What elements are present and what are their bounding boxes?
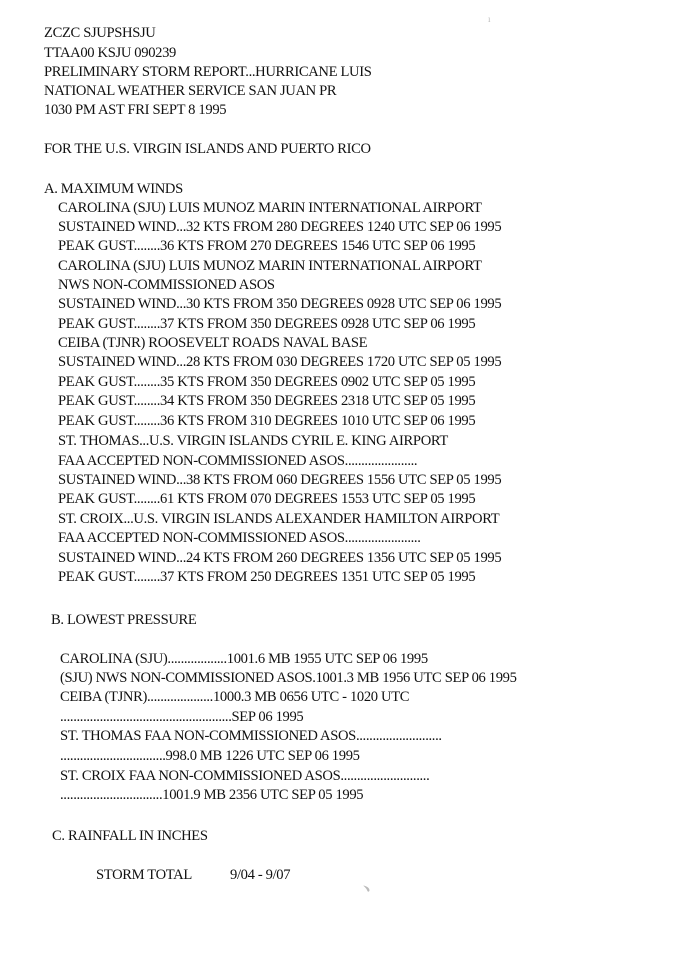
wind-line: PEAK GUST........37 KTS FROM 350 DEGREES 0928 UTC SEP 06 1995 [58, 316, 476, 332]
pressure-line: ...............................1001.9 MB 2356 UTC SEP 05 1995 [60, 787, 364, 803]
wind-line: CEIBA (TJNR) ROOSEVELT ROADS NAVAL BASE [58, 335, 368, 351]
scan-speck: ı [488, 14, 491, 24]
scan-speck: ﹅ [362, 884, 372, 894]
wind-line: SUSTAINED WIND...32 KTS FROM 280 DEGREES 1240 UTC SEP 06 1995 [58, 219, 502, 235]
pressure-line: (SJU) NWS NON-COMMISSIONED ASOS.1001.3 MB 1956 UTC SEP 06 1995 [60, 670, 517, 686]
wind-line: SUSTAINED WIND...24 KTS FROM 260 DEGREES 1356 UTC SEP 05 1995 [58, 550, 502, 566]
wind-line: FAA ACCEPTED NON-COMMISSIONED ASOS...................... [58, 453, 418, 469]
header-line-1: ZCZC SJUPSHSJU [44, 25, 156, 41]
wind-line: ST. THOMAS...U.S. VIRGIN ISLANDS CYRIL E. KING AIRPORT [58, 433, 448, 449]
storm-total-label: STORM TOTAL [96, 867, 192, 883]
wind-line: SUSTAINED WIND...38 KTS FROM 060 DEGREES 1556 UTC SEP 05 1995 [58, 472, 502, 488]
wind-line: SUSTAINED WIND...30 KTS FROM 350 DEGREES 0928 UTC SEP 06 1995 [58, 296, 502, 312]
wind-line: ST. CROIX...U.S. VIRGIN ISLANDS ALEXANDER HAMILTON AIRPORT [58, 511, 500, 527]
section-a-title: A. MAXIMUM WINDS [44, 181, 183, 197]
pressure-line: ST. CROIX FAA NON-COMMISSIONED ASOS........................... [60, 768, 430, 784]
wind-line: PEAK GUST........61 KTS FROM 070 DEGREES 1553 UTC SEP 05 1995 [58, 491, 476, 507]
wind-line: SUSTAINED WIND...28 KTS FROM 030 DEGREES 1720 UTC SEP 05 1995 [58, 354, 502, 370]
wind-line: NWS NON-COMMISSIONED ASOS [58, 277, 275, 293]
pressure-line: CAROLINA (SJU)..................1001.6 MB 1955 UTC SEP 06 1995 [60, 651, 428, 667]
wind-line: CAROLINA (SJU) LUIS MUNOZ MARIN INTERNATIONAL AIRPORT [58, 258, 482, 274]
pressure-line: ....................................................SEP 06 1995 [60, 709, 304, 725]
issuing-office: NATIONAL WEATHER SERVICE SAN JUAN PR [44, 83, 337, 99]
region-line: FOR THE U.S. VIRGIN ISLANDS AND PUERTO RICO [44, 141, 371, 157]
issue-time: 1030 PM AST FRI SEPT 8 1995 [44, 102, 227, 118]
wind-line: PEAK GUST........36 KTS FROM 310 DEGREES 1010 UTC SEP 06 1995 [58, 413, 476, 429]
header-line-2: TTAA00 KSJU 090239 [44, 45, 176, 61]
wind-line: FAA ACCEPTED NON-COMMISSIONED ASOS....................... [58, 530, 421, 546]
wind-line: PEAK GUST........34 KTS FROM 350 DEGREES 2318 UTC SEP 05 1995 [58, 393, 476, 409]
wind-line: CAROLINA (SJU) LUIS MUNOZ MARIN INTERNATIONAL AIRPORT [58, 200, 482, 216]
section-b-title: B. LOWEST PRESSURE [51, 612, 197, 628]
wind-line: PEAK GUST........36 KTS FROM 270 DEGREES 1546 UTC SEP 06 1995 [58, 238, 476, 254]
storm-total-dates: 9/04 - 9/07 [230, 867, 291, 883]
section-c-title: C. RAINFALL IN INCHES [52, 828, 208, 844]
wind-line: PEAK GUST........35 KTS FROM 350 DEGREES 0902 UTC SEP 05 1995 [58, 374, 476, 390]
pressure-line: ................................998.0 MB 1226 UTC SEP 06 1995 [60, 748, 360, 764]
wind-line: PEAK GUST........37 KTS FROM 250 DEGREES 1351 UTC SEP 05 1995 [58, 569, 476, 585]
pressure-line: CEIBA (TJNR)....................1000.3 MB 0656 UTC - 1020 UTC [60, 689, 410, 705]
pressure-line: ST. THOMAS FAA NON-COMMISSIONED ASOS.......................... [60, 728, 442, 744]
report-title: PRELIMINARY STORM REPORT...HURRICANE LUIS [44, 64, 372, 80]
